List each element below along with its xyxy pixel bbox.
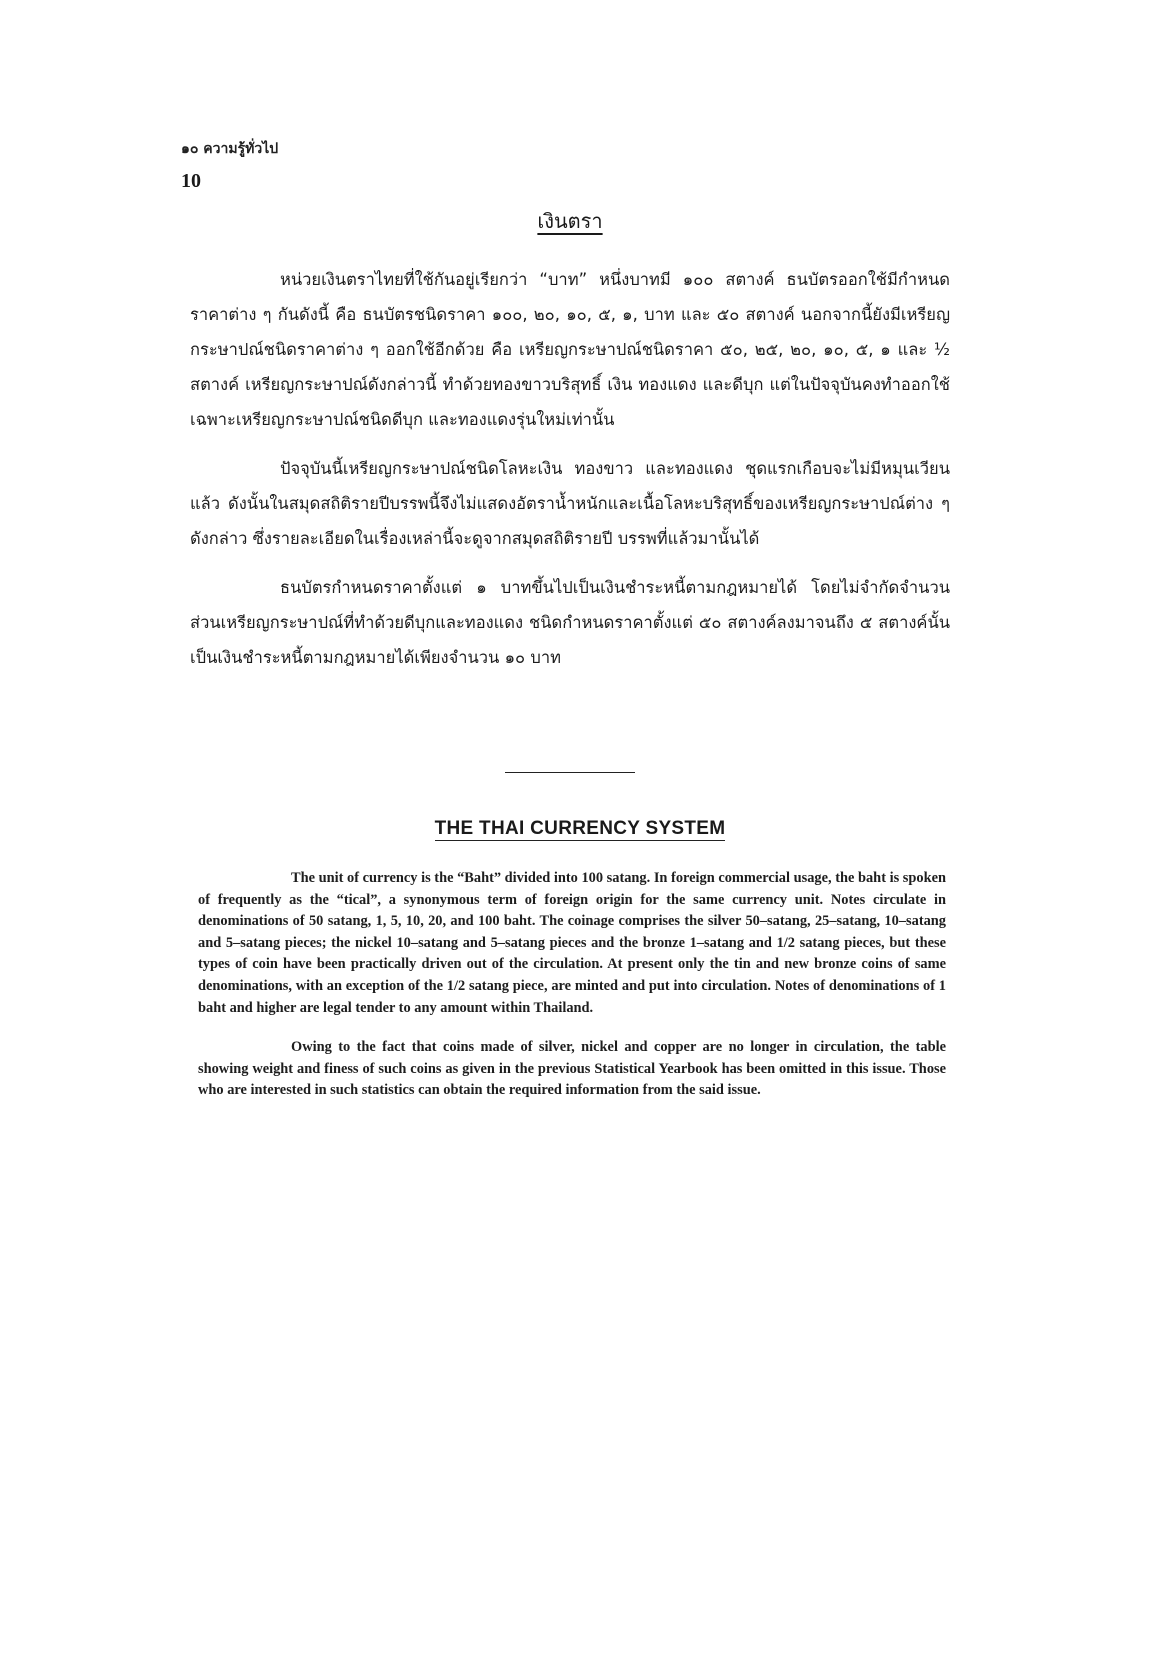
running-head: ๑๐ ความรู้ทั่วไป [181, 141, 279, 157]
thai-section-body [190, 262, 950, 689]
english-section-title [300, 818, 860, 840]
english-paragraph: The unit of currency is the “Baht” divided into 100 satang. In foreign commercial usage, the baht is spoken of frequently as the “tical”, a synonymous term of foreign origin for the same currency unit. Notes circulate in denominations of 50 satang, 1, 5, 10, 20, and 100 baht. The coinage comprises the silver 50–satang, 25–satang, 10–satang and 5–satang pieces; the nickel 10–satang and 5–satang pieces and the bronze 1–satang and 1/2 satang pieces, but these types of coin have been practically driven out of the circulation. At present only the tin and new bronze coins of same denominations, with an exception of the 1/2 satang piece, are minted and put into circulation. Notes of denominations of 1 baht and higher are legal tender to any amount within Thailand. [198, 870, 946, 1016]
english-title-text: THE THAI CURRENCY SYSTEM [434, 818, 726, 839]
english-section-body [198, 868, 946, 1120]
thai-paragraph: หน่วยเงินตราไทยที่ใช้กันอยู่เรียกว่า “บาท” หนึ่งบาทมี ๑๐๐ สตางค์ ธนบัตรออกใช้มีกำหนดราคาต่าง ๆ กันดังนี้ คือ ธนบัตรชนิดราคา ๑๐๐, ๒๐, ๑๐, ๕, ๑, บาท และ ๕๐ สตางค์ นอกจากนี้ยังมีเหรียญกระษาปณ์ชนิดราคาต่าง ๆ ออกใช้อีกด้วย คือ เหรียญกระษาปณ์ชนิดราคา ๕๐, ๒๕, ๒๐, ๑๐, ๕, ๑ และ ½ สตางค์ เหรียญกระษาปณ์ดังกล่าวนี้ ทำด้วยทองขาวบริสุทธิ์ เงิน ทองแดง และดีบุก แต่ในปัจจุบันคงทำออกใช้เฉพาะเหรียญกระษาปณ์ชนิดดีบุก และทองแดงรุ่นใหม่เท่านั้น [190, 270, 950, 429]
english-paragraph: Owing to the fact that coins made of silver, nickel and copper are no longer in circulation, the table showing weight and finess of such coins as given in the previous Statistical Yearbook has been omitted in this issue. Those who are interested in such statistics can obtain the required information from the said issue. [198, 1039, 946, 1099]
thai-paragraph: ปัจจุบันนี้เหรียญกระษาปณ์ชนิดโลหะเงิน ทองขาว และทองแดง ชุดแรกเกือบจะไม่มีหมุนเวียนแล้ว ดังนั้นในสมุดสถิติรายปีบรรพนี้จึงไม่แสดงอัตราน้ำหนักและเนื้อโลหะบริสุทธิ์ของเหรียญกระษาปณ์ต่าง ๆ ดังกล่าว ซึ่งรายละเอียดในเรื่องเหล่านี้จะดูจากสมุดสถิติรายปี บรรพที่แล้วมานั้นได้ [190, 459, 950, 548]
page-number: 10 [181, 170, 201, 192]
thai-section-title: เงินตรา [537, 209, 603, 233]
section-divider [505, 772, 635, 773]
thai-paragraph: ธนบัตรกำหนดราคาตั้งแต่ ๑ บาทขึ้นไปเป็นเงินชำระหนี้ตามกฎหมายได้ โดยไม่จำกัดจำนวน ส่วนเหรียญกระษาปณ์ที่ทำด้วยดีบุกและทองแดง ชนิดกำหนดราคาตั้งแต่ ๕๐ สตางค์ลงมาจนถึง ๕ สตางค์นั้น เป็นเงินชำระหนี้ตามกฎหมายได้เพียงจำนวน ๑๐ บาท [190, 578, 950, 667]
